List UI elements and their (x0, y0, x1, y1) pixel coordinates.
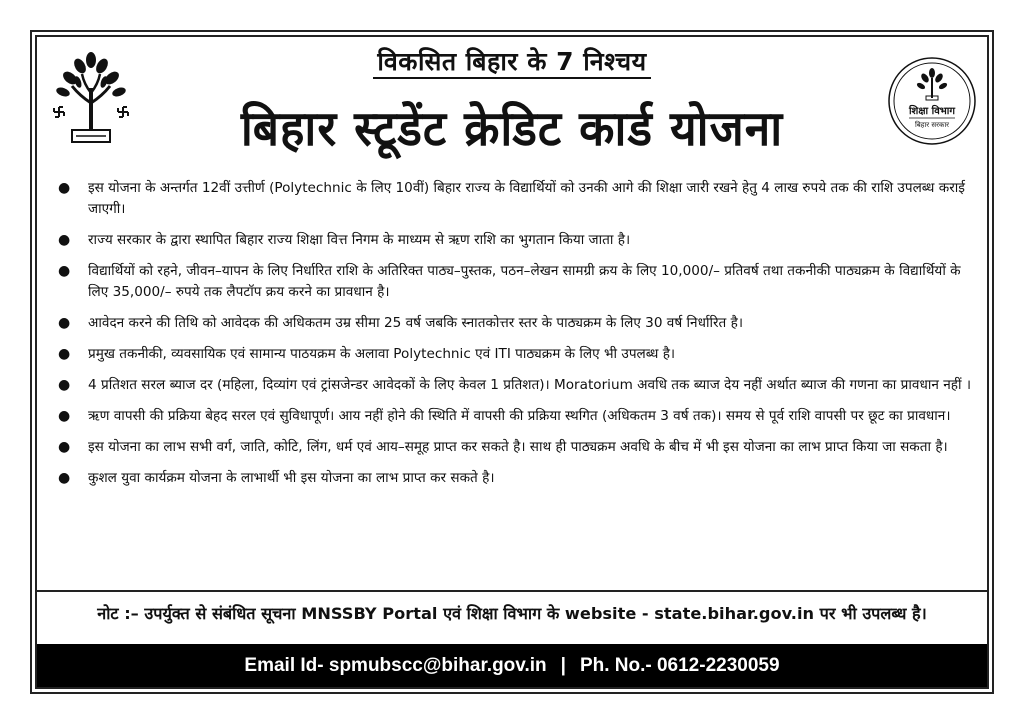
subtitle-text: विकसित बिहार के 7 निश्चय (373, 47, 650, 79)
point-text: आवेदन करने की तिथि को आवेदक की अधिकतम उम्र सीमा 25 वर्ष जबकि स्नातकोत्तर स्तर के पाठ्यक्रम के लिए 30 वर्ष निर्धारित है। (88, 315, 743, 331)
list-item (58, 375, 973, 396)
page-title: बिहार स्टूडेंट क्रेडिट कार्ड योजना (240, 99, 784, 157)
point-text: इस योजना के अन्तर्गत 12वीं उत्तीर्ण (Polytechnic के लिए 10वीं) बिहार राज्य के विद्यार्थियों को उनकी आगे की शिक्षा जारी रखने हेतु 4 लाख रुपये तक की राशि उपलब्ध कराई जाएगी। (88, 180, 965, 217)
point-text: कुशल युवा कार्यक्रम योजना के लाभार्थी भी इस योजना का लाभ प्राप्त कर सकते है। (88, 470, 495, 486)
point-text: ऋण वापसी की प्रक्रिया बेहद सरल एवं सुविधापूर्ण। आय नहीं होने की स्थिति में वापसी की प्रक्रिया स्थगित (अधिकतम 3 वर्ष तक)। समय से पूर्व राशि वापसी पर छूट का प्रावधान। (88, 408, 951, 424)
point-text: राज्य सरकार के द्वारा स्थापित बिहार राज्य शिक्षा वित्त निगम के माध्यम से ऋण राशि का भुगतान किया जाता है। (88, 232, 631, 248)
bullet-icon: ● (58, 180, 71, 196)
bullet-icon: ● (58, 315, 71, 331)
list-item (58, 261, 973, 303)
point-text: इस योजना का लाभ सभी वर्ग, जाति, कोटि, लिंग, धर्म एवं आय–समूह प्राप्त कर सकते है। साथ ही पाठ्यक्रम अवधि के बीच में भी इस योजना का लाभ प्राप्त किया जा सकता है। (88, 439, 948, 455)
seal-line2: बिहार सरकार (914, 121, 950, 129)
note-divider (37, 590, 987, 592)
list-item (58, 178, 973, 220)
bullet-icon: ● (58, 377, 71, 393)
point-text: प्रमुख तकनीकी, व्यवसायिक एवं सामान्य पाठयक्रम के अलावा Polytechnic एवं ITI पाठ्यक्रम के लिए भी उपलब्ध है। (88, 346, 676, 362)
email-contact[interactable]: Email Id- spmubscc@bihar.gov.in (244, 654, 547, 676)
contact-footer (37, 644, 987, 687)
footer-separator: | (560, 654, 566, 676)
phone-contact[interactable]: Ph. No.- 0612-2230059 (579, 654, 780, 676)
bullet-icon: ● (58, 263, 71, 279)
list-item (58, 468, 973, 489)
point-text: 4 प्रतिशत सरल ब्याज दर (महिला, दिव्यांग एवं ट्रांसजेन्डर आवेदकों के लिए केवल 1 प्रतिशत)। Moratorium अवधि तक ब्याज देय नहीं अर्थात ब्याज की गणना का प्रावधान नहीं । (88, 377, 971, 393)
bullet-icon: ● (58, 232, 71, 248)
bullet-icon: ● (58, 408, 71, 424)
scheme-points-list (58, 178, 973, 499)
list-item (58, 406, 973, 427)
list-item (58, 437, 973, 458)
note-text: नोट :– उपर्युक्त से संबंधित सूचना MNSSBY Portal एवं शिक्षा विभाग के website - state.bihar.gov.in पर भी उपलब्ध है। (97, 604, 927, 623)
point-text: विद्यार्थियों को रहने, जीवन–यापन के लिए निर्धारित राशि के अतिरिक्त पाठ्य–पुस्तक, पठन–लेखन सामग्री क्रय के लिए 10,000/– प्रतिवर्ष तथा तकनीकी पाठ्यक्रम के विद्यार्थियों के लिए 35,000/– रुपये तक लैपटॉप क्रय करने का प्रावधान है। (88, 263, 961, 300)
bullet-icon: ● (58, 470, 71, 486)
list-item (58, 344, 973, 365)
list-item (58, 313, 973, 334)
subtitle (0, 44, 1024, 78)
bullet-icon: ● (58, 346, 71, 362)
list-item (58, 230, 973, 251)
bullet-icon: ● (58, 439, 71, 455)
seal-line1: शिक्षा विभाग (908, 106, 956, 117)
